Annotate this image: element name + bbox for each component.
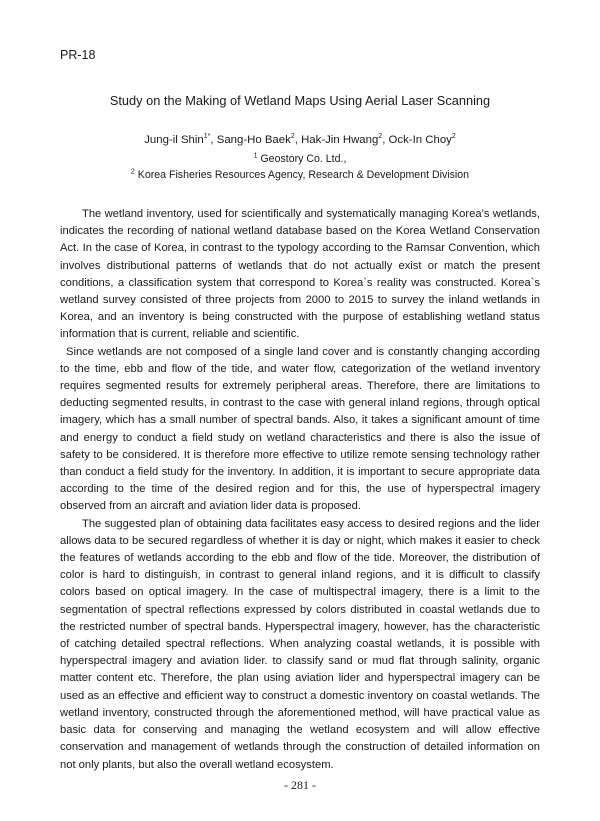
author-affiliation-mark: 2 [451, 133, 456, 141]
paper-title: Study on the Making of Wetland Maps Using Aerial Laser Scanning [109, 93, 491, 108]
body-paragraph: The wetland inventory, used for scientifically and systematically managing Korea’s wetlands, indicates the recording of national wetland database based on the Korea Wetland Conservation Act. In the case of Korea, in contrast to the typology according to the Ramsar Convention, which involves distributional patterns of wetlands that do not actually exist or match the present conditions, a classification system that correspond to Korea`s reality was constructed. Korea`s wetland survey consisted of three projects from 2000 to 2015 to survey the inland wetlands in Korea, and an inventory is being constructed with the purpose of establishing wetland status information that is current, reliable and scientific. [60, 208, 540, 341]
author-name: Hak-Jin Hwang [301, 134, 379, 146]
author-name: Jung-il Shin [144, 134, 204, 146]
author-affiliation-mark: 2 [378, 133, 383, 141]
author-affiliation-mark: 1* [203, 133, 211, 141]
author-name: Sang-Ho Baek [216, 134, 291, 146]
abstract-body [60, 206, 540, 774]
affiliation-mark: 1 [253, 152, 258, 160]
affiliation [0, 153, 600, 165]
body-paragraph: Since wetlands are not composed of a single land cover and is constantly changing according to the time, ebb and flow of the tide, and water flow, categorization of the wetland inventory requires segmented results for extremely peripheral areas. Therefore, there are limitations to deducting segmented results, in contrast to the case with general inland regions, through optical imagery, which has a small number of spectral bands. Also, it takes a significant amount of time and energy to conduct a field study on wetland characteristics and there is also the issue of safety to be considered. It is therefore more effective to utilize remote sensing technology rather than conduct a field study for the inventory. In addition, it is important to secure appropriate data according to the time of the desired region and for this, the use of hyperspectral imagery observed from an aircraft and aviation lider data is proposed. [60, 345, 540, 513]
affiliation-text: Geostory Co. Ltd., [260, 153, 347, 165]
author-list: Jung-il Shin$^{1*}$, Sang-Ho Baek$^2$, Hak-Jin Hwang$^2$, Ock-In Choy$^2$ [144, 133, 456, 146]
body-paragraph: The suggested plan of obtaining data facilitates easy access to desired regions and the lider allows data to be secured regardless of whether it is day or night, which makes it easier to check the features of wetlands according to the ebb and flow of the tide. Moreover, the distribution of color is hard to distinguish, in contrast to general inland regions, and it is difficult to classify colors based on optical imagery. In the case of multispectral imagery, there is a limit to the segmentation of spectral reflections expressed by colors distributed in coastal wetlands due to the restricted number of spectral bands. Hyperspectral imagery, however, has the characteristic of catching detailed spectral reflections. When analyzing coastal wetlands, it is possible with hyperspectral imagery and aviation lider. to classify sand or mud flat through salinity, organic matter content etc. Therefore, the plan using aviation lider and hyperspectral imagery can be used as an effective and efficient way to construct a domestic inventory on coastal wetlands. The wetland inventory, constructed through the aforementioned method, will have practical value as basic data for conserving and managing the wetland ecosystem and will allow effective conservation and management of wetlands through the construction of detailed information on not only plants, but also the overall wetland ecosystem. [60, 517, 540, 771]
affiliation [0, 169, 600, 181]
affiliation-mark: 2 [130, 168, 135, 176]
author-affiliation-mark: 2 [290, 133, 295, 141]
author-name: Ock-In Choy [388, 134, 452, 146]
page-number: - 281 - [284, 778, 316, 792]
affiliation-text: Korea Fisheries Resources Agency, Research & Development Division [137, 169, 470, 181]
paper-code: PR-18 [60, 48, 96, 62]
